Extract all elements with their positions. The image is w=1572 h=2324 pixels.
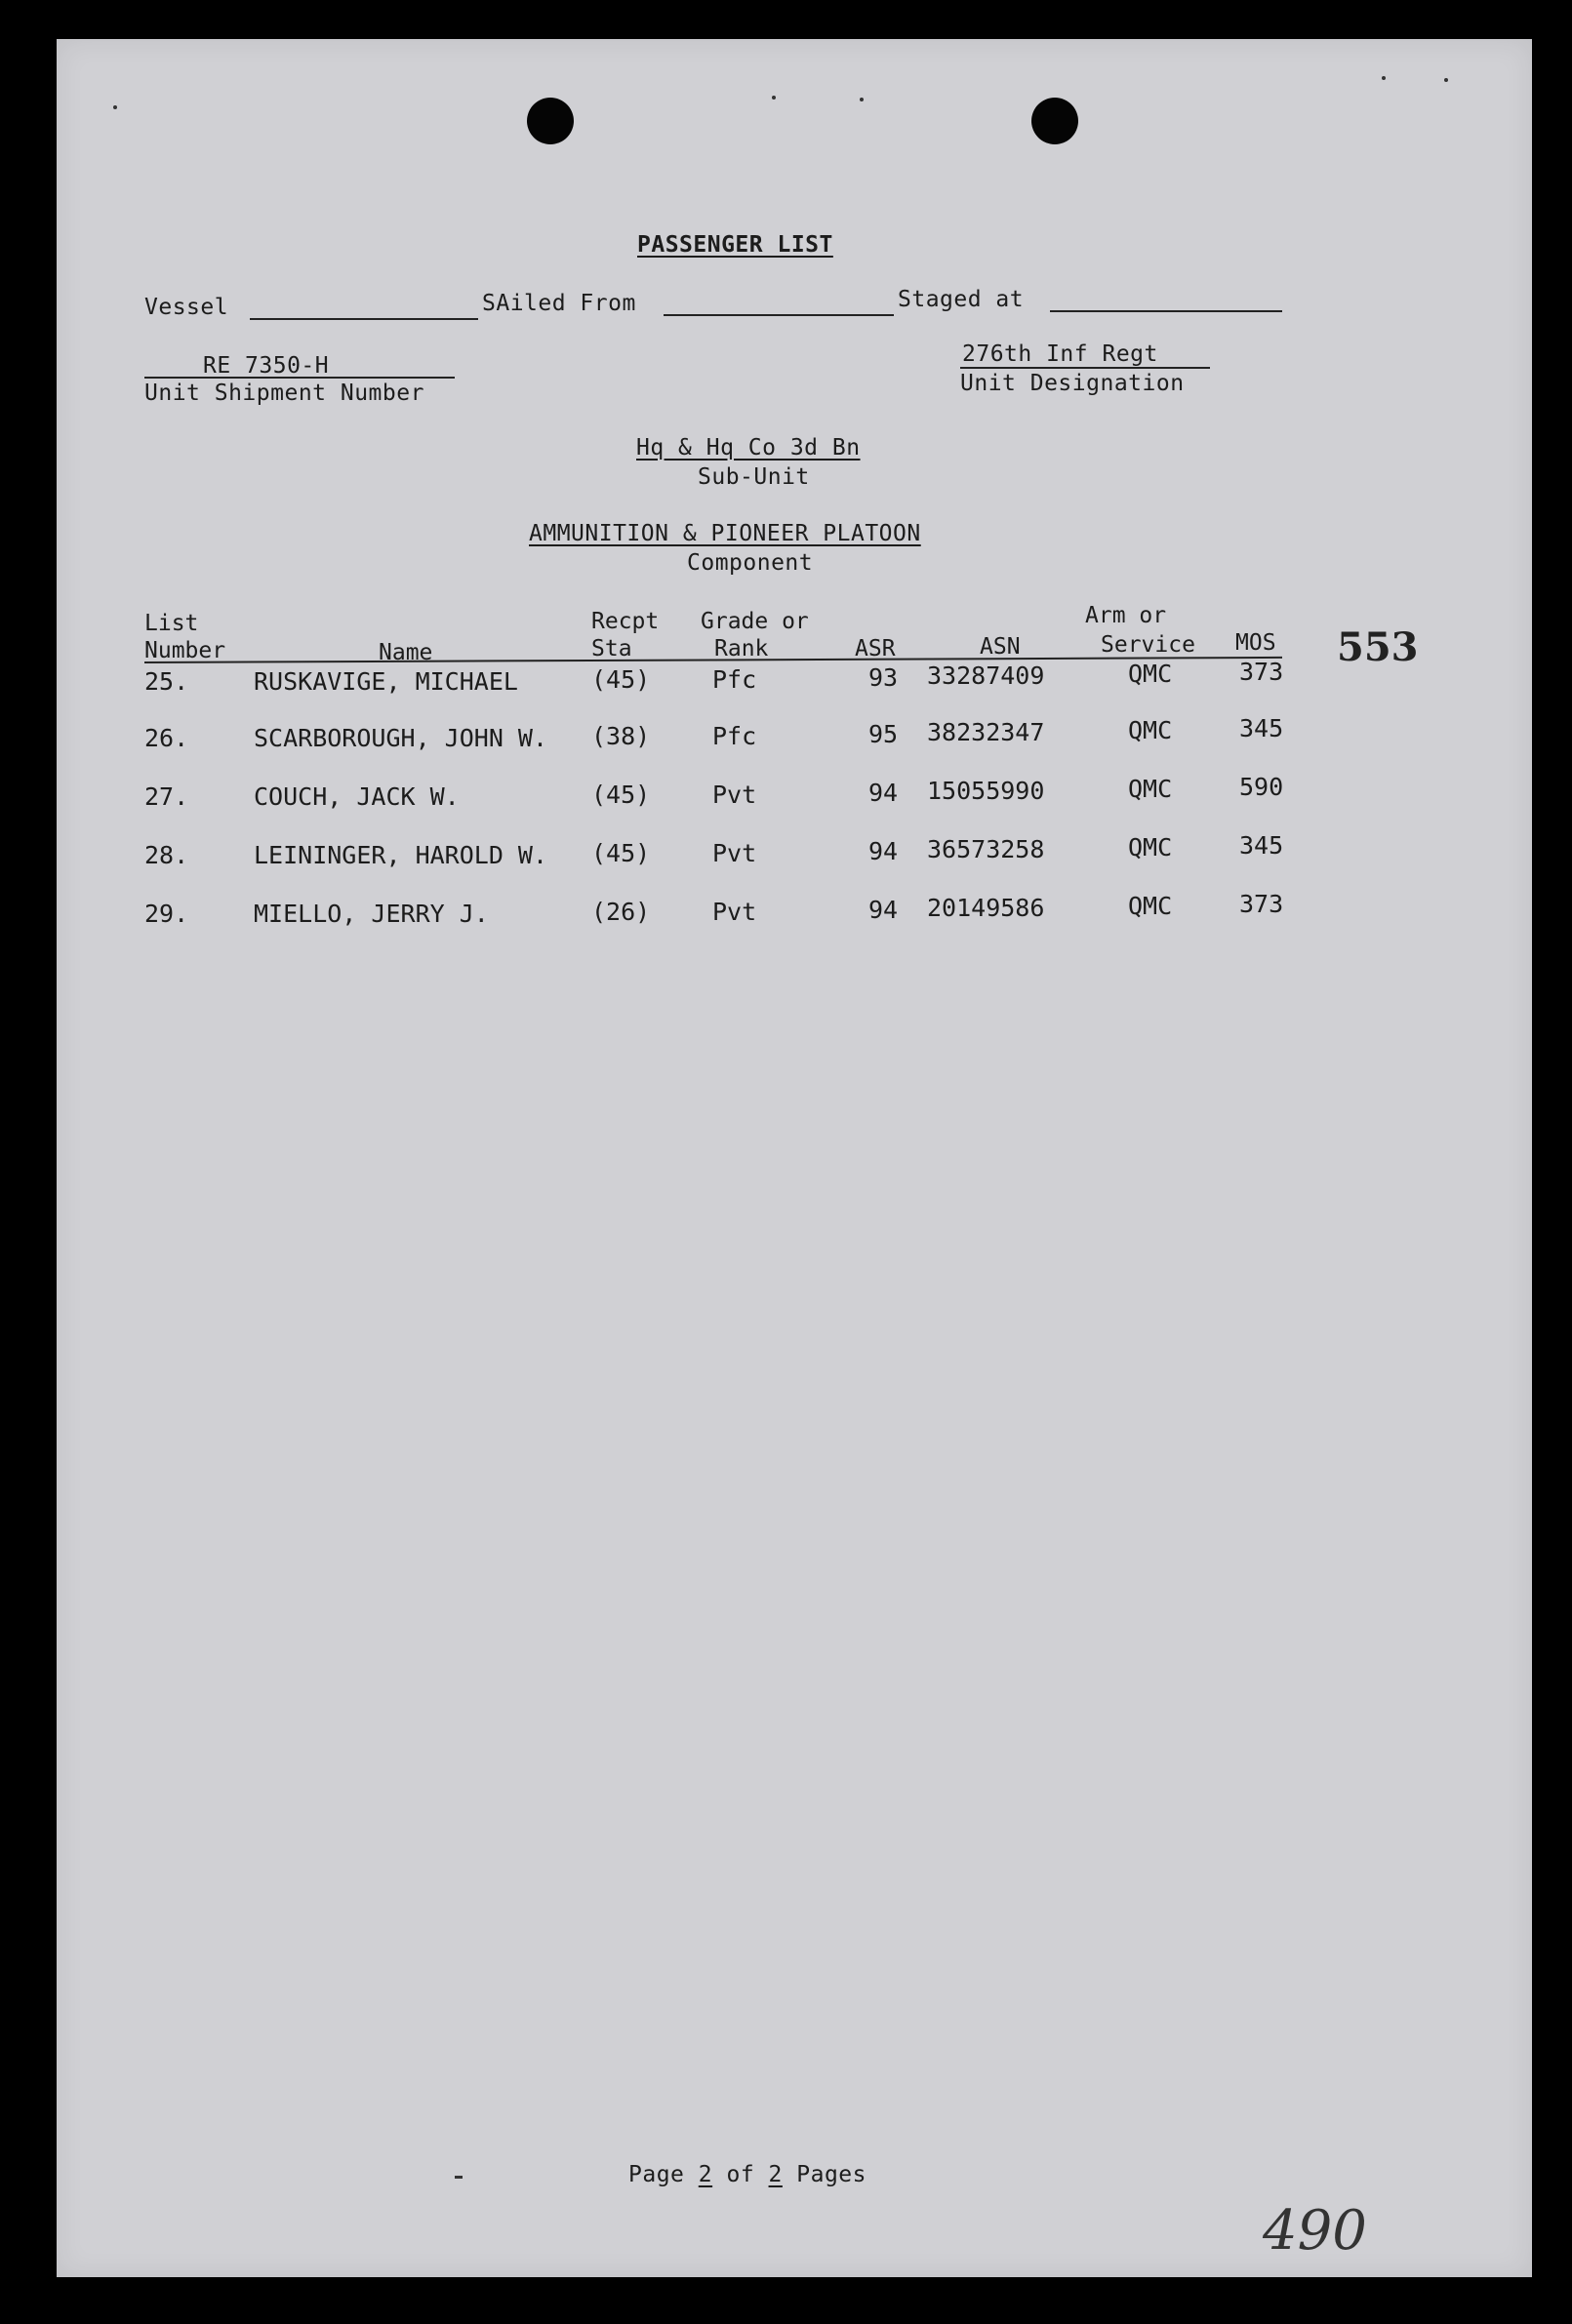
staged-at-label: Staged at <box>898 287 1025 312</box>
row-grade: Pvt <box>712 781 757 809</box>
row-asn: 15055990 <box>927 777 1045 805</box>
unit-shipment-number: RE 7350-H <box>203 353 330 379</box>
document-page <box>57 39 1532 2277</box>
row-name: COUCH, JACK W. <box>254 782 460 811</box>
col-name: Name <box>379 640 433 665</box>
row-asr: 93 <box>868 663 899 692</box>
unit-shipment-line <box>144 377 455 379</box>
row-sta: (45) <box>591 665 651 694</box>
page-of: of <box>726 2162 755 2187</box>
stamped-number: 553 <box>1337 624 1419 670</box>
speck <box>113 105 117 109</box>
col-asn: ASN <box>980 634 1021 660</box>
sub-unit: Hq & Hq Co 3d Bn <box>636 435 861 461</box>
col-list-number-1: List <box>144 611 199 636</box>
header-rule <box>144 657 1282 663</box>
row-name: LEININGER, HAROLD W. <box>254 841 548 869</box>
component: AMMUNITION & PIONEER PLATOON <box>529 521 921 546</box>
col-grade-2: Rank <box>714 636 769 661</box>
vessel-label: Vessel <box>144 295 229 320</box>
page-current: 2 <box>698 2162 713 2187</box>
row-mos: 345 <box>1239 831 1284 860</box>
row-sta: (38) <box>591 722 651 750</box>
sailed-from-field <box>664 314 894 316</box>
row-name: RUSKAVIGE, MICHAEL <box>254 667 518 696</box>
row-grade: Pfc <box>712 665 757 694</box>
row-name: MIELLO, JERRY J. <box>254 900 489 928</box>
col-recpt-1: Recpt <box>591 609 660 634</box>
sub-unit-label: Sub-Unit <box>698 464 810 490</box>
row-asn: 20149586 <box>927 894 1045 922</box>
speck <box>1444 78 1448 82</box>
row-name: SCARBOROUGH, JOHN W. <box>254 724 548 752</box>
row-number: 28. <box>144 841 189 869</box>
row-mos: 373 <box>1239 890 1284 918</box>
row-number: 29. <box>144 900 189 928</box>
page-title: PASSENGER LIST <box>637 232 833 258</box>
row-sta: (45) <box>591 839 651 867</box>
row-arm: QMC <box>1128 775 1173 803</box>
row-arm: QMC <box>1128 660 1173 688</box>
unit-designation: 276th Inf Regt <box>962 341 1158 367</box>
unit-shipment-label: Unit Shipment Number <box>144 381 424 406</box>
col-mos: MOS <box>1235 630 1276 656</box>
unit-designation-line <box>960 367 1210 369</box>
col-list-number-2: Number <box>144 638 226 663</box>
speck <box>1382 76 1386 80</box>
row-mos: 373 <box>1239 658 1284 686</box>
punch-hole-right <box>1031 98 1078 144</box>
row-arm: QMC <box>1128 833 1173 861</box>
speck <box>860 98 864 101</box>
handwritten-number: 490 <box>1263 2199 1367 2263</box>
row-grade: Pfc <box>712 722 757 750</box>
row-asr: 94 <box>868 837 899 865</box>
col-grade-1: Grade or <box>701 609 809 634</box>
speck <box>455 2176 463 2179</box>
page-suffix: Pages <box>796 2162 867 2187</box>
row-sta: (26) <box>591 898 651 926</box>
vessel-field <box>250 318 478 320</box>
row-asr: 94 <box>868 779 899 807</box>
row-asr: 94 <box>868 896 899 924</box>
row-number: 25. <box>144 667 189 696</box>
sailed-from-label: SAiled From <box>482 291 636 316</box>
row-number: 27. <box>144 782 189 811</box>
row-grade: Pvt <box>712 898 757 926</box>
page-indicator <box>628 2162 867 2187</box>
row-grade: Pvt <box>712 839 757 867</box>
col-asr: ASR <box>855 636 896 661</box>
row-sta: (45) <box>591 781 651 809</box>
row-asn: 36573258 <box>927 835 1045 863</box>
punch-hole-left <box>527 98 574 144</box>
row-mos: 345 <box>1239 714 1284 742</box>
unit-designation-label: Unit Designation <box>960 371 1185 396</box>
page-total: 2 <box>768 2162 783 2187</box>
row-number: 26. <box>144 724 189 752</box>
page-prefix: Page <box>628 2162 685 2187</box>
row-arm: QMC <box>1128 716 1173 744</box>
row-asr: 95 <box>868 720 899 748</box>
col-recpt-2: Sta <box>591 636 632 661</box>
row-mos: 590 <box>1239 773 1284 801</box>
staged-at-field <box>1050 310 1282 312</box>
speck <box>772 96 776 100</box>
row-arm: QMC <box>1128 892 1173 920</box>
row-asn: 38232347 <box>927 718 1045 746</box>
col-arm-2: Service <box>1101 632 1195 658</box>
component-label: Component <box>687 550 814 576</box>
row-asn: 33287409 <box>927 661 1045 690</box>
col-arm-1: Arm or <box>1085 603 1167 628</box>
